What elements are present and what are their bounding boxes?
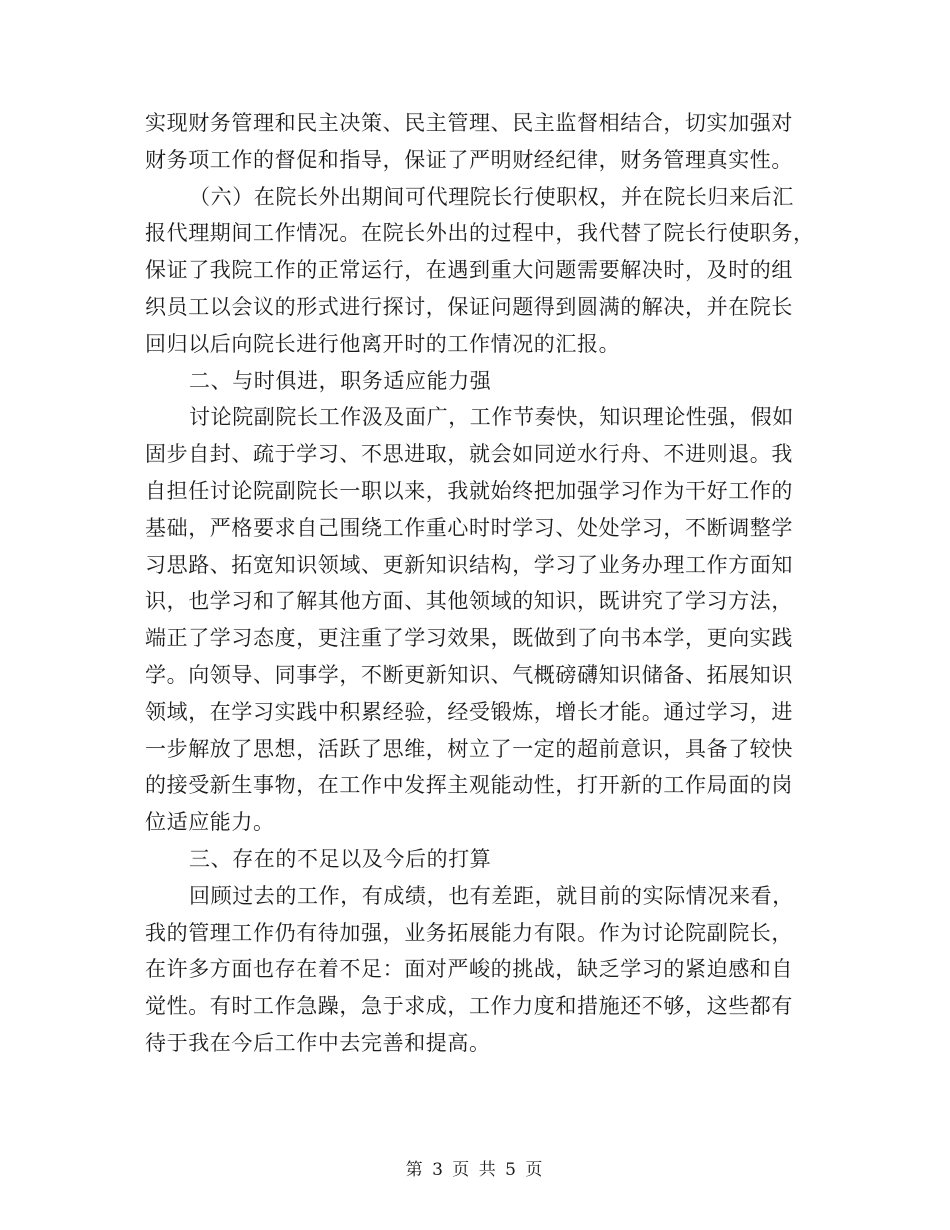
text-line: 习思路、拓宽知识领域、更新知识结构，学习了业务办理工作方面知 bbox=[145, 552, 793, 577]
paragraph-start-line: 回顾过去的工作，有成绩，也有差距，就目前的实际情况来看， bbox=[189, 883, 794, 908]
text-line: 织员工以会议的形式进行探讨，保证问题得到圆满的解决，并在院长 bbox=[145, 294, 793, 319]
page-footer: 第 3 页 共 5 页 bbox=[405, 1160, 545, 1180]
text-line: 基础，严格要求自己围绕工作重心时时学习、处处学习，不断调整学 bbox=[145, 515, 793, 540]
text-line: 端正了学习态度，更注重了学习效果，既做到了向书本学，更向实践 bbox=[145, 626, 793, 651]
text-line: 财务项工作的督促和指导，保证了严明财经纪律，财务管理真实性。 bbox=[145, 147, 793, 172]
text-line: 觉性。有时工作急躁，急于求成，工作力度和措施还不够，这些都有 bbox=[145, 994, 793, 1019]
text-line: 自担任讨论院副院长一职以来，我就始终把加强学习作为干好工作的 bbox=[145, 478, 793, 503]
document-body bbox=[145, 105, 815, 1062]
text-line: 我的管理工作仍有待加强，业务拓展能力有限。作为讨论院副院长， bbox=[145, 920, 793, 945]
paragraph-start-line: （六）在院长外出期间可代理院长行使职权，并在院长归来后汇 bbox=[189, 184, 794, 209]
text-line: 学。向领导、同事学，不断更新知识、气概磅礴知识储备、拓展知识 bbox=[145, 662, 793, 687]
text-line: 固步自封、疏于学习、不思进取，就会如同逆水行舟、不进则退。我 bbox=[145, 442, 793, 467]
text-line: 待于我在今后工作中去完善和提高。 bbox=[145, 1030, 491, 1055]
paragraph-start-line: 讨论院副院长工作汲及面广，工作节奏快，知识理论性强，假如 bbox=[189, 405, 794, 430]
text-line: 报代理期间工作情况。在院长外出的过程中，我代替了院长行使职务， bbox=[145, 221, 815, 246]
text-line: 保证了我院工作的正常运行，在遇到重大问题需要解决时，及时的组 bbox=[145, 258, 793, 283]
section-heading: 二、与时俱进，职务适应能力强 bbox=[189, 368, 492, 393]
text-line: 识，也学习和了解其他方面、其他领域的知识，既讲究了学习方法， bbox=[145, 589, 793, 614]
section-heading: 三、存在的不足以及今后的打算 bbox=[189, 846, 492, 871]
text-line: 一步解放了思想，活跃了思维，树立了一定的超前意识，具备了较快 bbox=[145, 736, 793, 761]
text-line: 的接受新生事物，在工作中发挥主观能动性，打开新的工作局面的岗 bbox=[145, 773, 793, 798]
text-line: 在许多方面也存在着不足：面对严峻的挑战，缺乏学习的紧迫感和自 bbox=[145, 957, 793, 982]
text-line: 位适应能力。 bbox=[145, 810, 275, 835]
text-line: 实现财务管理和民主决策、民主管理、民主监督相结合，切实加强对 bbox=[145, 111, 793, 135]
text-line: 领域，在学习实践中积累经验，经受锻炼，增长才能。通过学习，进 bbox=[145, 699, 793, 724]
text-line: 回归以后向院长进行他离开时的工作情况的汇报。 bbox=[145, 331, 621, 356]
